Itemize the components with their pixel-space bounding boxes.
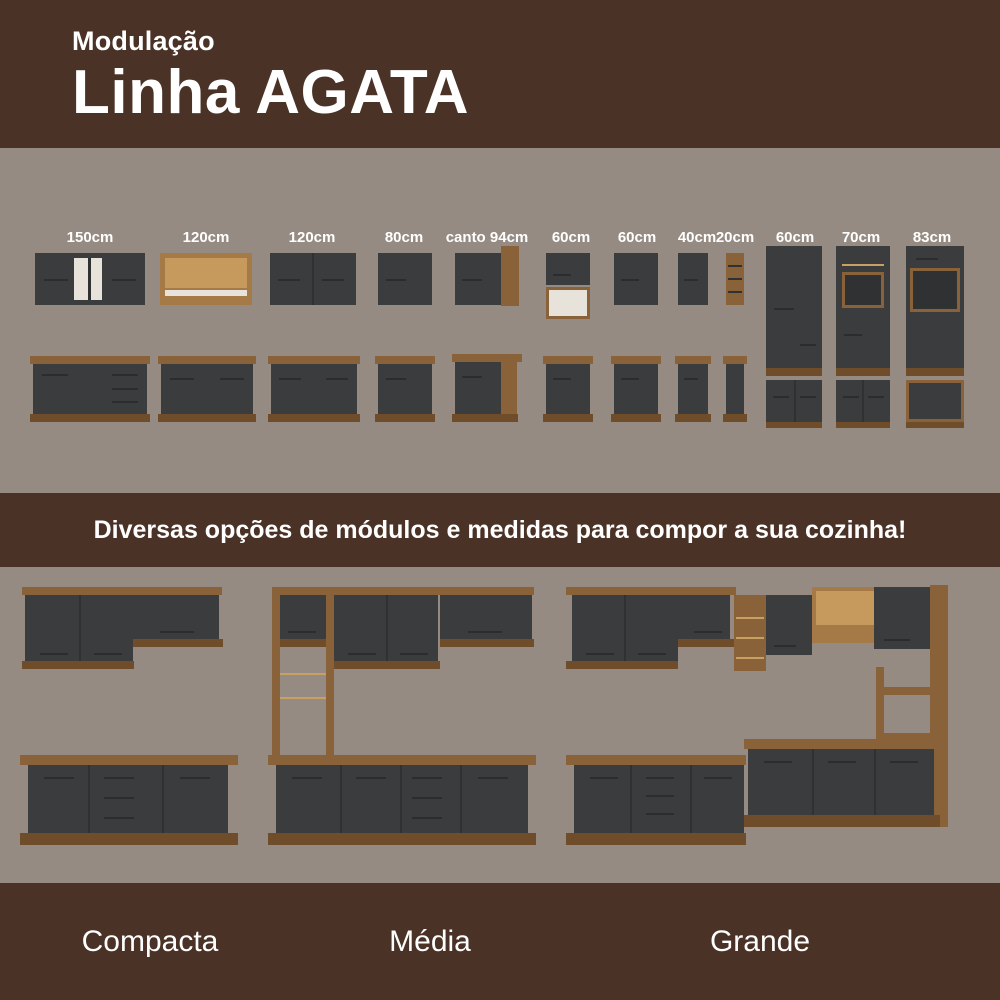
media-handle bbox=[348, 653, 376, 655]
module-side-wood bbox=[501, 246, 519, 306]
module-handle bbox=[112, 401, 138, 403]
module-divider bbox=[862, 380, 864, 422]
module-size-label: 20cm bbox=[715, 229, 755, 246]
modules-panel bbox=[0, 148, 1000, 493]
module-handle bbox=[462, 279, 482, 281]
grande-balcao-divider bbox=[630, 765, 632, 833]
media-balcao-divider bbox=[460, 765, 462, 833]
module-balcao-150-top bbox=[30, 356, 150, 364]
module-balcao-torre-60-base bbox=[766, 422, 822, 428]
module-divider bbox=[312, 253, 314, 305]
module-handle bbox=[386, 279, 406, 281]
module-size-label: 83cm bbox=[912, 229, 952, 246]
module-balcao-120a-top bbox=[158, 356, 256, 364]
media-aereo-divider bbox=[386, 595, 388, 661]
module-torre-60 bbox=[766, 246, 822, 368]
grande-handle bbox=[884, 639, 910, 641]
grande-balcao-left-base bbox=[566, 833, 746, 845]
compacta-handle bbox=[180, 777, 210, 779]
module-balcao-torre-70-base bbox=[836, 422, 890, 428]
kitchen-name-media: Média bbox=[389, 924, 471, 958]
grande-aereo-divider bbox=[624, 595, 626, 661]
module-balcao-canto bbox=[455, 362, 501, 414]
grande-handle bbox=[638, 653, 666, 655]
module-divider bbox=[88, 258, 91, 300]
compacta-balcao bbox=[28, 765, 228, 833]
module-handle bbox=[800, 344, 816, 346]
module-nicho-shelf bbox=[728, 291, 742, 293]
module-balcao-torre-83-door bbox=[909, 383, 961, 419]
module-balcao-120b bbox=[271, 364, 357, 414]
grande-handle bbox=[704, 777, 732, 779]
module-handle bbox=[42, 374, 68, 376]
module-balcao-80 bbox=[378, 364, 432, 414]
compacta-aereo-right-base bbox=[133, 639, 223, 647]
module-handle bbox=[621, 279, 639, 281]
module-balcao-80-base bbox=[375, 414, 435, 422]
module-shelf-line bbox=[842, 264, 884, 266]
compacta-handle bbox=[94, 653, 122, 655]
module-handle bbox=[279, 378, 301, 380]
grande-handle bbox=[828, 761, 856, 763]
compacta-handle bbox=[40, 653, 68, 655]
media-shelf bbox=[280, 673, 326, 675]
module-handle bbox=[553, 378, 571, 380]
grande-handle bbox=[586, 653, 614, 655]
module-balcao-60b-top bbox=[611, 356, 661, 364]
header bbox=[0, 0, 1000, 148]
compacta-balcao-base bbox=[20, 833, 238, 845]
module-aereo-60-nicho bbox=[546, 253, 590, 285]
grande-aereo-left-base bbox=[566, 661, 678, 669]
footer bbox=[0, 883, 1000, 1000]
module-handle bbox=[868, 396, 884, 398]
module-nicho-inner bbox=[549, 290, 587, 316]
media-balcao bbox=[276, 765, 528, 833]
kitchen-name-grande: Grande bbox=[709, 924, 811, 958]
media-handle bbox=[468, 631, 502, 633]
grande-handle bbox=[646, 777, 674, 779]
compacta-handle bbox=[104, 797, 134, 799]
grande-handle bbox=[890, 761, 918, 763]
grande-handle bbox=[590, 777, 618, 779]
grande-shelf bbox=[736, 617, 764, 619]
slogan-bar bbox=[0, 493, 1000, 567]
module-handle bbox=[220, 378, 244, 380]
module-handle bbox=[843, 396, 859, 398]
module-balcao-120a bbox=[161, 364, 253, 414]
module-balcao-120b-top bbox=[268, 356, 360, 364]
module-size-label: 70cm bbox=[841, 229, 881, 246]
module-balcao-20-top bbox=[723, 356, 747, 364]
module-handle bbox=[621, 378, 639, 380]
grande-canto-nicho bbox=[734, 595, 766, 671]
media-handle bbox=[478, 777, 508, 779]
module-balcao-60b bbox=[614, 364, 658, 414]
module-handle bbox=[773, 396, 789, 398]
grande-aereo-mid-base bbox=[678, 639, 734, 647]
module-size-label: 120cm bbox=[182, 229, 230, 246]
module-balcao-canto-base bbox=[452, 414, 518, 422]
module-balcao-canto-side bbox=[501, 362, 517, 420]
module-balcao-60a-top bbox=[543, 356, 593, 364]
grande-handle bbox=[646, 813, 674, 815]
module-handle bbox=[326, 378, 348, 380]
module-torre-70-nicho-inner bbox=[845, 275, 881, 305]
slogan-text: Diversas opções de módulos e medidas para compor a sua cozinha! bbox=[93, 515, 907, 544]
module-balcao-150-base bbox=[30, 414, 150, 422]
module-handle bbox=[386, 378, 406, 380]
grande-handle bbox=[694, 631, 722, 633]
media-balcao-divider bbox=[400, 765, 402, 833]
header-subtitle: Modulação bbox=[72, 26, 215, 56]
module-handle bbox=[774, 308, 794, 310]
module-size-label: 80cm bbox=[384, 229, 424, 246]
media-aereo-right-base bbox=[440, 639, 534, 647]
compacta-aereo-divider bbox=[79, 595, 81, 661]
grande-handle bbox=[774, 645, 796, 647]
page-title: Linha AGATA bbox=[72, 58, 469, 127]
grande-aereo-top bbox=[566, 587, 736, 595]
module-balcao-60a-base bbox=[543, 414, 593, 422]
grande-balcao-top-left bbox=[566, 755, 746, 765]
module-handle bbox=[278, 279, 300, 281]
module-balcao-20 bbox=[726, 364, 744, 414]
module-shelf bbox=[165, 290, 247, 296]
compacta-handle bbox=[104, 777, 134, 779]
module-nicho-shelf bbox=[728, 278, 742, 280]
grande-balcao-right-base bbox=[744, 815, 940, 827]
module-balcao-torre-83-base bbox=[906, 422, 964, 428]
media-handle bbox=[288, 631, 316, 633]
module-balcao-120a-base bbox=[158, 414, 256, 422]
media-aereo-center-base bbox=[334, 661, 440, 669]
module-handle bbox=[553, 274, 571, 276]
media-aereo-top bbox=[272, 587, 534, 595]
module-balcao-60a bbox=[546, 364, 590, 414]
grande-shelf bbox=[736, 637, 764, 639]
grande-coluna-shelf bbox=[876, 687, 948, 695]
media-balcao-base bbox=[268, 833, 536, 845]
module-balcao-40 bbox=[678, 364, 708, 414]
module-balcao-120b-base bbox=[268, 414, 360, 422]
module-torre-83-opening-inner bbox=[913, 271, 957, 309]
grande-shelf bbox=[736, 657, 764, 659]
compacta-balcao-divider bbox=[88, 765, 90, 833]
grande-balcao-divider bbox=[812, 749, 814, 815]
compacta-balcao-divider bbox=[162, 765, 164, 833]
media-handle bbox=[412, 817, 442, 819]
module-torre-60-base bbox=[766, 368, 822, 376]
media-torre-right bbox=[326, 595, 334, 755]
grande-balcao-left bbox=[574, 765, 744, 833]
media-aereo-left-base bbox=[272, 639, 334, 647]
media-balcao-top bbox=[268, 755, 536, 765]
media-handle bbox=[356, 777, 386, 779]
compacta-handle bbox=[44, 777, 74, 779]
media-handle bbox=[292, 777, 322, 779]
grande-handle bbox=[646, 795, 674, 797]
module-handle bbox=[462, 376, 482, 378]
media-shelf bbox=[280, 697, 326, 699]
module-handle bbox=[170, 378, 194, 380]
module-torre-83-base bbox=[906, 368, 964, 376]
media-handle bbox=[412, 777, 442, 779]
compacta-handle bbox=[104, 817, 134, 819]
module-handle bbox=[684, 378, 698, 380]
compacta-balcao-top bbox=[20, 755, 238, 765]
module-handle bbox=[684, 279, 698, 281]
compacta-aereo-top bbox=[22, 587, 222, 595]
module-balcao-40-base bbox=[675, 414, 711, 422]
module-size-label: 120cm bbox=[288, 229, 336, 246]
compacta-aereo-base bbox=[22, 661, 134, 669]
module-balcao-60b-base bbox=[611, 414, 661, 422]
kitchen-name-compacta: Compacta bbox=[81, 924, 219, 958]
grande-balcao-divider bbox=[874, 749, 876, 815]
module-handle bbox=[916, 258, 938, 260]
media-handle bbox=[412, 797, 442, 799]
module-size-label: 40cm bbox=[677, 229, 717, 246]
module-nicho-shelf bbox=[728, 265, 742, 267]
module-handle bbox=[112, 374, 138, 376]
media-torre bbox=[272, 595, 280, 755]
module-glass-panel bbox=[165, 258, 247, 288]
module-balcao-20-base bbox=[723, 414, 747, 422]
module-size-label: canto 94cm bbox=[445, 229, 529, 246]
module-torre-70-base bbox=[836, 368, 890, 376]
grande-handle bbox=[764, 761, 792, 763]
grande-balcao-right bbox=[748, 749, 934, 815]
grande-balcao-divider bbox=[690, 765, 692, 833]
module-handle bbox=[44, 279, 68, 281]
media-balcao-divider bbox=[340, 765, 342, 833]
kitchens-panel bbox=[0, 567, 1000, 883]
compacta-handle bbox=[160, 631, 194, 633]
module-handle bbox=[800, 396, 816, 398]
grande-balcao-top-right bbox=[744, 739, 940, 749]
module-handle bbox=[112, 279, 136, 281]
module-balcao-40-top bbox=[675, 356, 711, 364]
module-size-label: 60cm bbox=[551, 229, 591, 246]
module-size-label: 60cm bbox=[775, 229, 815, 246]
module-size-label: 60cm bbox=[617, 229, 657, 246]
module-balcao-80-top bbox=[375, 356, 435, 364]
module-size-label: 150cm bbox=[66, 229, 114, 246]
module-handle bbox=[322, 279, 344, 281]
grande-glass-panel bbox=[816, 591, 882, 625]
module-handle bbox=[844, 334, 862, 336]
media-handle bbox=[400, 653, 428, 655]
module-handle bbox=[112, 388, 138, 390]
module-divider bbox=[794, 380, 796, 422]
module-balcao-canto-top bbox=[452, 354, 522, 362]
